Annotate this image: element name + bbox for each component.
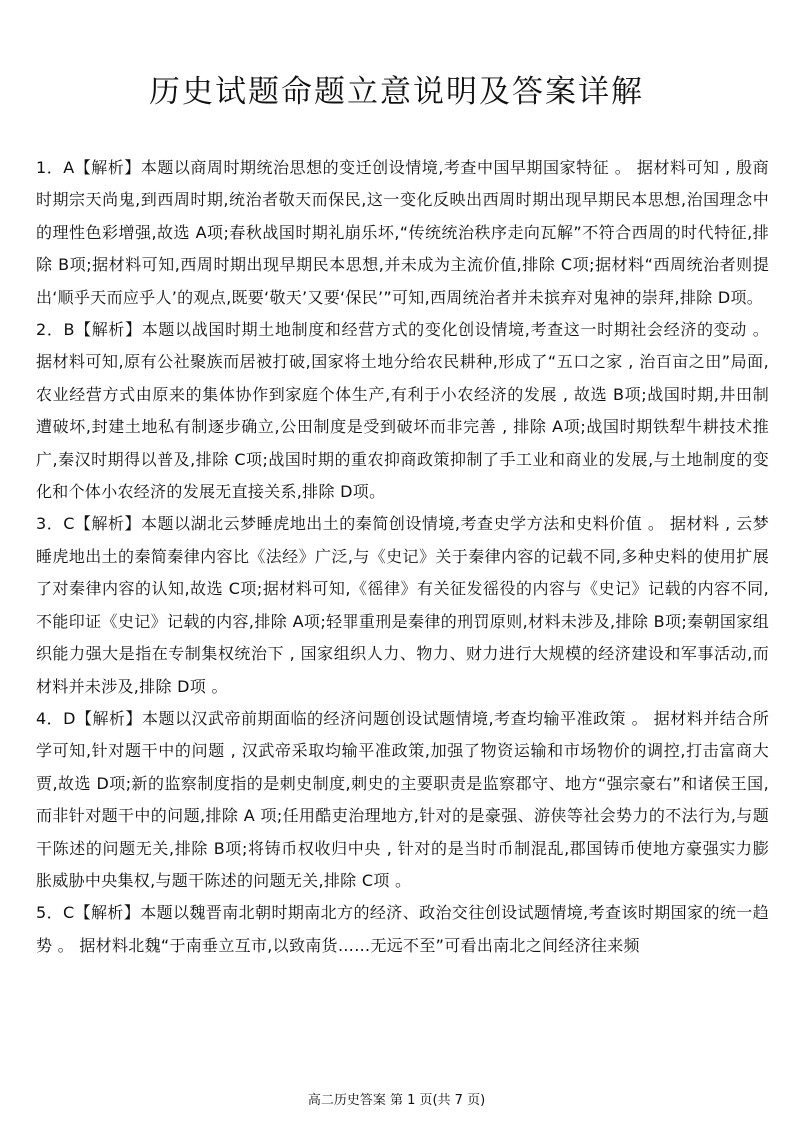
page-title: 历史试题命题立意说明及答案详解 bbox=[149, 74, 644, 110]
answer-text: 本题以战国时期土地制度和经营方式的变化创设情境,考查这一时期社会经济的变动 。 据材料可知,原有公社聚族而居被打破,国家将土地分给农民耕种,形成了“五口之家 , 治百亩之田”局面,农业经营方式由原来的集体协作到家庭个体生产,有利于小农经济的发展 , 故选 B项;战国时期,井田制遭破坏,封建土地私有制逐步确立,公田制度是受到破坏而非完善 , 排除 A项;战国时期铁犁牛耕技术推广,秦汉时期得以普及,排除 C项;战国时期的重农抑商政策抑制了手工业和商业的发展,与土地制度的变化和个体小农经济的发展无直接关系,排除 D项。 bbox=[36, 320, 769, 502]
answer-lead: 2．B【解析】 bbox=[36, 320, 142, 340]
answer-text: 本题以魏晋南北朝时期南北方的经济、政治交往创设试题情境,考查该时期国家的统一趋势 。 据材料北魏“于南垂立互市,以致南货……无远不至”可看出南北之间经济往来频 bbox=[36, 903, 770, 955]
answer-item-5 bbox=[36, 897, 769, 962]
answer-body bbox=[36, 152, 769, 962]
answer-item-3 bbox=[36, 508, 769, 702]
answer-item-1 bbox=[36, 152, 769, 314]
answer-item-2 bbox=[36, 314, 769, 508]
answer-lead: 1．A【解析】 bbox=[36, 158, 141, 177]
answer-lead: 3．C【解析】 bbox=[36, 514, 142, 534]
answer-lead: 5．C【解析】 bbox=[36, 903, 141, 923]
answer-text: 本题以商周时期统治思想的变迁创设情境,考查中国早期国家特征 。 据材料可知 , 殷商时期宗天尚鬼,到西周时期,统治者敬天而保民,这一变化反映出西周时期出现早期民本思想,治国理念中的理性色彩增强,故选 A项;春秋战国时期礼崩乐坏,“传统统治秩序走向瓦解”不符合西周的时代特征,排除 B项;据材料可知,西周时期出现早期民本思想,并未成为主流价值,排除 C项;据材料“西周统治者则提出‘顺乎天而应乎人’的观点,既要‘敬天’又要‘保民’”可知,西周统治者并未摈弃对鬼神的崇拜,排除 D项。 bbox=[36, 158, 769, 307]
answer-lead: 4．D【解析】 bbox=[36, 708, 142, 728]
answer-text: 本题以汉武帝前期面临的经济问题创设试题情境,考查均输平准政策 。 据材料并结合所学可知,针对题干中的问题 , 汉武帝采取均输平准政策,加强了物资运输和市场物价的调控,打击富商大贾,故选 D项;新的监察制度指的是刺史制度,刺史的主要职责是监察郡守、地方“强宗豪右”和诸侯王国,而非针对题干中的问题,排除 A 项;任用酷吏治理地方,针对的是豪强、游侠等社会势力的不法行为,与题干陈述的问题无关,排除 B项;将铸币权收归中央 , 针对的是当时币制混乱,郡国铸币使地方豪强实力膨胀威胁中央集权,与题干陈述的问题无关,排除 C项 。 bbox=[36, 708, 769, 890]
page-footer: 高二历史答案 第 1 页(共 7 页) bbox=[307, 1093, 486, 1108]
answer-text: 本题以湖北云梦睡虎地出土的秦简创设情境,考查史学方法和史料价值 。 据材料 , 云梦睡虎地出土的秦简秦律内容比《法经》广泛,与《史记》关于秦律内容的记载不同,多种史料的使用扩展了对秦律内容的认知,故选 C项;据材料可知,《徭律》有关征发徭役的内容与《史记》记载的内容不同,不能印证《史记》记载的内容,排除 A项;轻罪重刑是秦律的刑罚原则,材料未涉及,排除 B项;秦朝国家组织能力强大是指在专制集权统治下 , 国家组织人力、物力、财力进行大规模的经济建设和军事活动,而材料并未涉及,排除 D项 。 bbox=[36, 514, 770, 696]
answer-item-4 bbox=[36, 703, 769, 897]
